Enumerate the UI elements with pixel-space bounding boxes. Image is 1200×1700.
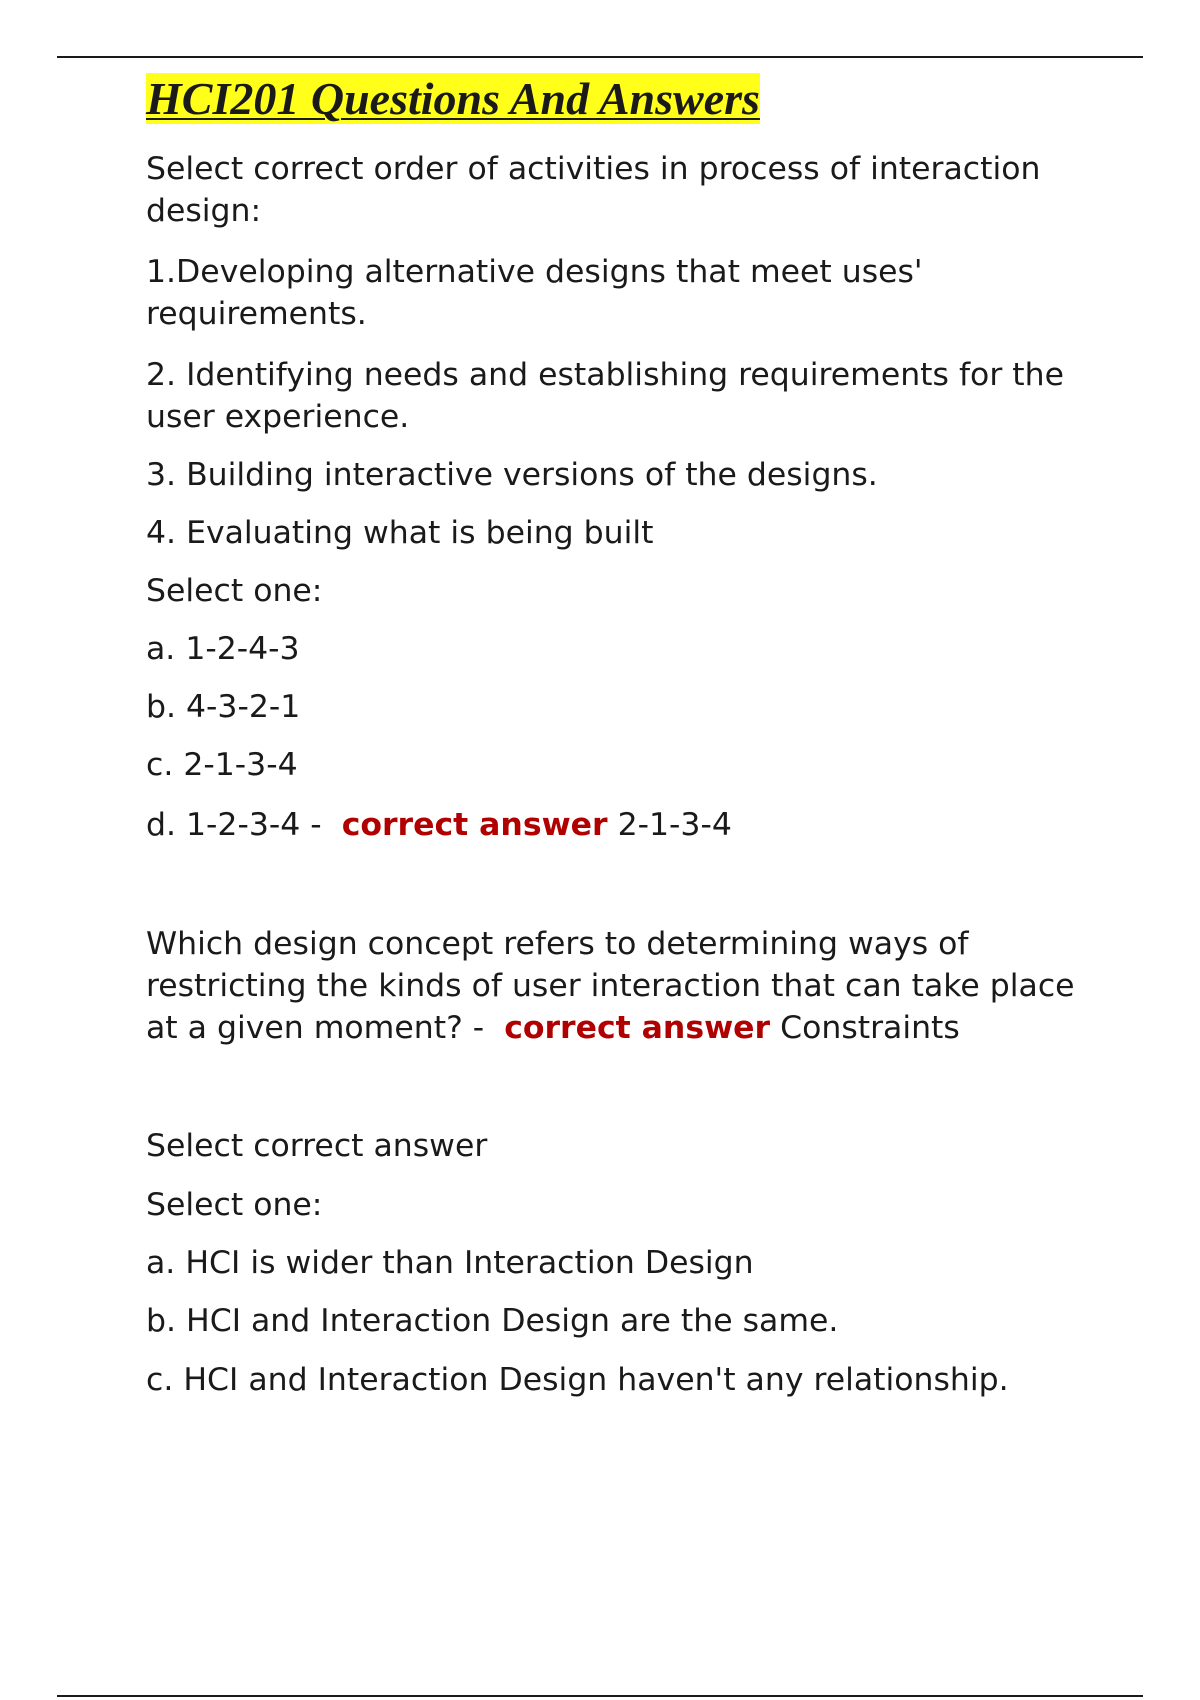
question-1-step: 1.Developing alternative designs that meet uses' requirements. [146,254,923,332]
question-1-step: 4. Evaluating what is being built [146,515,654,551]
document-body [146,70,1106,1401]
question-3-option: a. HCI is wider than Interaction Design [146,1245,754,1281]
question-1-option: a. 1-2-4-3 [146,631,300,667]
question-1-step: 3. Building interactive versions of the designs. [146,457,878,493]
question-2 [146,923,1106,1049]
question-1-option: c. 2-1-3-4 [146,747,298,783]
question-1-step: 2. Identifying needs and establishing requirements for the user experience. [146,357,1064,435]
title-highlight: HCI201 Questions And Answers [146,73,760,124]
correct-answer-label: correct answer [341,807,608,843]
question-3-option: c. HCI and Interaction Design haven't any relationship. [146,1362,1009,1398]
correct-answer-label: correct answer [504,1010,771,1046]
question-3-prompt: Select correct answer [146,1128,488,1164]
question-1-option: b. 4-3-2-1 [146,689,301,725]
question-2-answer: Constraints [770,1010,960,1046]
option-d-text: d. 1-2-3-4 - [146,807,342,843]
question-2-text: Which design concept refers to determining ways of restricting the kinds of user interaction that can take place at a given moment? - [146,926,1085,1046]
bottom-rule [57,1695,1143,1697]
question-3 [146,1125,1106,1401]
question-1-option-d [146,804,1106,846]
question-1-select-one: Select one: [146,573,323,609]
question-1-answer: 2-1-3-4 [607,807,732,843]
question-1-prompt: Select correct order of activities in process of interaction design: [146,151,1041,229]
top-rule [57,56,1143,58]
question-3-option: b. HCI and Interaction Design are the same. [146,1303,839,1339]
document-title [146,70,770,128]
question-2-prompt [146,923,1106,1049]
question-1 [146,148,1106,846]
question-3-select-one: Select one: [146,1187,323,1223]
